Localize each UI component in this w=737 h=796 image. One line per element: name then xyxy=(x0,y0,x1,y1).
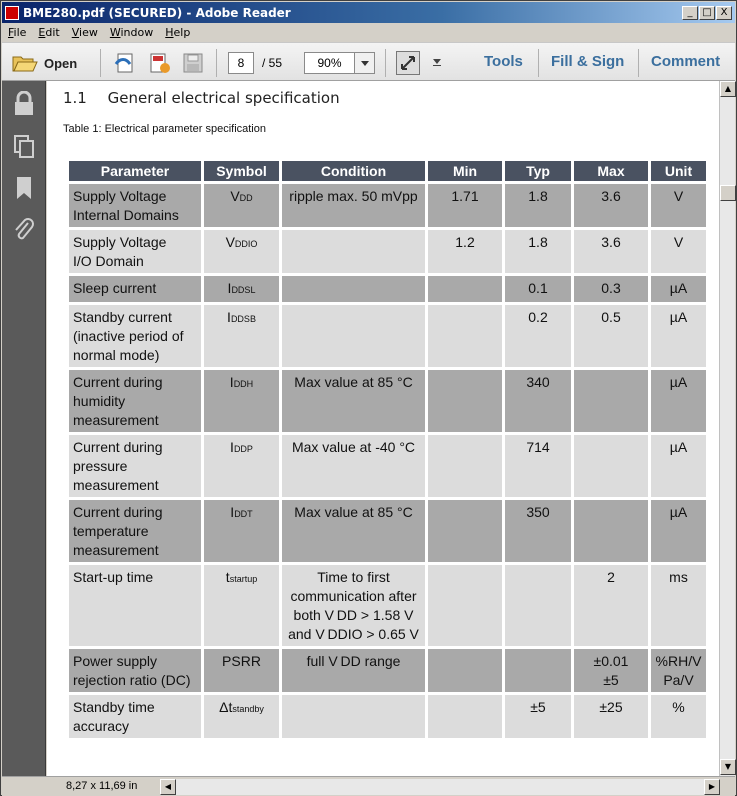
symbol-subscript: DD xyxy=(239,193,253,203)
cell-max xyxy=(574,565,648,646)
symbol-main: I xyxy=(230,439,234,455)
table-body xyxy=(69,184,706,738)
cell-min xyxy=(428,276,502,302)
max-line: ±25 xyxy=(599,699,623,715)
lock-icon[interactable] xyxy=(12,91,36,117)
cell-unit xyxy=(651,230,706,273)
cell-min: 1.71 xyxy=(428,184,502,227)
cell-sym xyxy=(204,565,279,646)
table-caption: Table 1: Electrical parameter specification xyxy=(63,123,266,135)
electrical-spec-table xyxy=(66,158,709,741)
table-row xyxy=(69,500,706,562)
menu-window[interactable]: Window xyxy=(109,26,154,39)
menu-help[interactable]: Help xyxy=(165,26,191,39)
param-line: accuracy xyxy=(73,718,130,734)
cond-line: and V DDIO > 0.65 V xyxy=(288,626,419,642)
cell-typ: 350 xyxy=(505,500,571,562)
param-line: Supply Voltage xyxy=(73,234,167,250)
cell-max xyxy=(574,305,648,367)
cell-param xyxy=(69,184,201,227)
param-line: Current during xyxy=(73,439,163,455)
zoom-value[interactable]: 90% xyxy=(304,52,354,74)
cell-max xyxy=(574,184,648,227)
cell-param xyxy=(69,435,201,497)
symbol-subscript: DDIO xyxy=(234,239,258,249)
table-row xyxy=(69,565,706,646)
max-line: 3.6 xyxy=(601,188,621,204)
cell-max xyxy=(574,435,648,497)
toolbar-divider xyxy=(216,49,217,77)
cell-param xyxy=(69,276,201,302)
max-line: ±5 xyxy=(603,672,619,688)
param-line: Supply Voltage xyxy=(73,188,167,204)
param-line: Start-up time xyxy=(73,569,154,585)
cell-typ: 1.8 xyxy=(505,230,571,273)
table-row xyxy=(69,649,706,692)
title-bar[interactable] xyxy=(2,2,735,23)
symbol-subscript: startup xyxy=(229,574,258,584)
cell-max xyxy=(574,370,648,432)
menu-view[interactable]: View xyxy=(71,26,98,39)
status-bar xyxy=(2,776,735,796)
table-row xyxy=(69,305,706,367)
cell-unit xyxy=(651,276,706,302)
max-line: 0.5 xyxy=(601,309,621,325)
paperclip-icon[interactable] xyxy=(12,217,36,243)
cond-line: Max value at 85 °C xyxy=(294,374,413,390)
cell-sym xyxy=(204,695,279,738)
navigation-pane xyxy=(2,81,46,776)
table-row xyxy=(69,435,706,497)
unit-line: %RH/V xyxy=(655,653,702,669)
cell-unit xyxy=(651,565,706,646)
unit-line: Pa/V xyxy=(663,672,694,688)
symbol-main: Δt xyxy=(219,699,233,715)
expand-arrows-icon xyxy=(396,51,420,75)
minimize-button[interactable]: _ xyxy=(682,6,698,20)
cell-sym xyxy=(204,649,279,692)
param-line: humidity xyxy=(73,393,126,409)
cell-typ: 1.8 xyxy=(505,184,571,227)
page-number-input[interactable]: 8 xyxy=(228,52,254,74)
cell-sym xyxy=(204,500,279,562)
param-line: Current during xyxy=(73,504,163,520)
cell-cond xyxy=(282,435,425,497)
table-row xyxy=(69,695,706,738)
cell-param xyxy=(69,649,201,692)
unit-line: V xyxy=(673,188,684,204)
symbol-main: PSRR xyxy=(222,653,261,669)
symbol-subscript: DDSL xyxy=(231,285,256,295)
cell-param xyxy=(69,500,201,562)
symbol-main: I xyxy=(230,504,235,520)
column-header: Max xyxy=(574,161,648,181)
folder-open-icon xyxy=(12,53,38,73)
cell-sym xyxy=(204,370,279,432)
floppy-disk-icon xyxy=(182,52,204,74)
cond-line: communication after xyxy=(290,588,417,604)
create-pdf-button[interactable] xyxy=(114,51,138,75)
comment-pane-button[interactable]: Comment xyxy=(651,53,721,70)
cond-line: Max value at -40 °C xyxy=(291,439,416,455)
cell-unit xyxy=(651,500,706,562)
column-header: Typ xyxy=(505,161,571,181)
vertical-scrollbar[interactable] xyxy=(719,81,735,776)
cell-max xyxy=(574,276,648,302)
symbol-subscript: DDP xyxy=(233,444,253,454)
param-line: (inactive period of xyxy=(73,328,184,344)
menu-file[interactable]: File xyxy=(8,26,27,39)
cell-min xyxy=(428,695,502,738)
cell-cond xyxy=(282,649,425,692)
cell-unit xyxy=(651,184,706,227)
toolbar xyxy=(2,42,735,81)
param-line: measurement xyxy=(73,542,159,558)
scroll-thumb[interactable] xyxy=(720,185,736,201)
column-header: Symbol xyxy=(204,161,279,181)
symbol-main: V xyxy=(230,188,240,204)
cell-param xyxy=(69,230,201,273)
param-line: measurement xyxy=(73,477,159,493)
scroll-left-button[interactable]: ◀ xyxy=(160,779,176,795)
max-line: 0.3 xyxy=(601,280,621,296)
cell-min xyxy=(428,500,502,562)
cond-line: Max value at 85 °C xyxy=(294,504,413,520)
cell-cond xyxy=(282,565,425,646)
open-button[interactable] xyxy=(12,51,77,75)
column-header: Condition xyxy=(282,161,425,181)
cell-max xyxy=(574,230,648,273)
cell-typ xyxy=(505,565,571,646)
maximize-button[interactable]: □ xyxy=(699,6,715,20)
unit-line: ms xyxy=(669,569,688,585)
cell-cond xyxy=(282,230,425,273)
unit-line: % xyxy=(672,699,685,715)
save-button[interactable] xyxy=(182,51,204,75)
menu-edit[interactable]: Edit xyxy=(38,26,60,39)
horizontal-scrollbar[interactable] xyxy=(160,779,720,795)
cell-param xyxy=(69,370,201,432)
cell-min xyxy=(428,649,502,692)
cell-param xyxy=(69,305,201,367)
param-line: Standby current xyxy=(73,309,172,325)
unit-line: µA xyxy=(669,374,688,390)
cell-cond xyxy=(282,276,425,302)
cell-cond xyxy=(282,695,425,738)
bookmark-icon[interactable] xyxy=(12,175,36,201)
cell-unit xyxy=(651,305,706,367)
param-line: normal mode) xyxy=(73,347,160,363)
param-line: Internal Domains xyxy=(73,207,179,223)
max-line: 2 xyxy=(607,569,615,585)
more-tools-dropdown[interactable] xyxy=(432,51,442,75)
cell-unit xyxy=(651,695,706,738)
column-header: Parameter xyxy=(69,161,201,181)
chevron-down-icon xyxy=(361,61,369,66)
cell-max xyxy=(574,500,648,562)
page-thumbnails-icon[interactable] xyxy=(12,133,36,159)
symbol-subscript: DDT xyxy=(234,509,253,519)
page-nav xyxy=(228,51,282,75)
cell-cond xyxy=(282,500,425,562)
symbol-main: I xyxy=(227,280,232,296)
param-line: I/O Domain xyxy=(73,253,144,269)
adobe-reader-icon xyxy=(5,6,19,20)
max-line: 3.6 xyxy=(601,234,621,250)
cell-sym xyxy=(204,435,279,497)
cell-typ: 714 xyxy=(505,435,571,497)
chevron-down-icon xyxy=(432,59,442,67)
cell-sym xyxy=(204,184,279,227)
export-pdf-button[interactable] xyxy=(148,51,172,75)
unit-line: V xyxy=(673,234,684,250)
cell-typ: 0.2 xyxy=(505,305,571,367)
cell-min xyxy=(428,565,502,646)
table-header-row xyxy=(69,161,706,181)
symbol-main: I xyxy=(227,309,231,325)
cell-min: 1.2 xyxy=(428,230,502,273)
zoom-select[interactable] xyxy=(304,51,375,75)
param-line: Standby time xyxy=(73,699,155,715)
open-label: Open xyxy=(44,55,78,71)
scroll-down-button[interactable]: ▼ xyxy=(720,759,736,775)
cond-line: ripple max. 50 mVpp xyxy=(289,188,418,204)
close-button[interactable]: X xyxy=(716,6,732,20)
cell-min xyxy=(428,435,502,497)
max-line: ±0.01 xyxy=(593,653,629,669)
cell-typ: 340 xyxy=(505,370,571,432)
toolbar-divider xyxy=(100,49,101,77)
toolbar-divider xyxy=(638,49,639,77)
scroll-up-button[interactable]: ▲ xyxy=(720,81,736,97)
cell-cond xyxy=(282,184,425,227)
unit-line: µA xyxy=(669,309,688,325)
cell-sym xyxy=(204,276,279,302)
pdf-page xyxy=(47,81,719,776)
cell-cond xyxy=(282,305,425,367)
param-line: temperature xyxy=(73,523,149,539)
cond-line: full V DD range xyxy=(306,653,401,669)
param-line: measurement xyxy=(73,412,159,428)
tools-pane-button[interactable]: Tools xyxy=(484,53,523,70)
param-line: Power supply xyxy=(73,653,158,669)
page-total: / 55 xyxy=(262,56,283,70)
param-line: pressure xyxy=(73,458,128,474)
zoom-dropdown-button[interactable] xyxy=(354,52,375,74)
export-pdf-icon xyxy=(148,52,172,74)
cell-max xyxy=(574,695,648,738)
table-row xyxy=(69,230,706,273)
table-row xyxy=(69,184,706,227)
menu-bar xyxy=(2,23,735,42)
cond-line: Time to first xyxy=(317,569,390,585)
cell-unit xyxy=(651,370,706,432)
toolbar-divider xyxy=(385,49,386,77)
toolbar-divider xyxy=(538,49,539,77)
table-row xyxy=(69,370,706,432)
cell-cond xyxy=(282,370,425,432)
fit-page-button[interactable] xyxy=(396,51,420,75)
unit-line: µA xyxy=(669,280,688,296)
param-line: Current during xyxy=(73,374,163,390)
cell-param xyxy=(69,695,201,738)
section-heading xyxy=(63,89,340,107)
section-number: 1.1 xyxy=(63,89,87,107)
cell-typ: 0.1 xyxy=(505,276,571,302)
cond-line: both V DD > 1.58 V xyxy=(293,607,414,623)
symbol-subscript: standby xyxy=(232,704,264,714)
param-line: rejection ratio (DC) xyxy=(73,672,191,688)
table-row xyxy=(69,276,706,302)
cell-unit xyxy=(651,435,706,497)
cell-min xyxy=(428,305,502,367)
cell-unit xyxy=(651,649,706,692)
section-title: General electrical specification xyxy=(107,89,340,107)
symbol-subscript: DDSB xyxy=(230,314,256,324)
document-view[interactable] xyxy=(47,81,719,776)
column-header: Unit xyxy=(651,161,706,181)
create-pdf-icon xyxy=(114,52,138,74)
cell-param xyxy=(69,565,201,646)
window-title: BME280.pdf (SECURED) - Adobe Reader xyxy=(23,5,291,20)
cell-typ: ±5 xyxy=(505,695,571,738)
unit-line: µA xyxy=(669,439,688,455)
cell-sym xyxy=(204,305,279,367)
symbol-main: t xyxy=(225,569,230,585)
cell-sym xyxy=(204,230,279,273)
unit-line: µA xyxy=(669,504,688,520)
cell-min xyxy=(428,370,502,432)
param-line: Sleep current xyxy=(73,280,157,296)
cell-max xyxy=(574,649,648,692)
symbol-subscript: DDH xyxy=(233,379,254,389)
cell-typ xyxy=(505,649,571,692)
column-header: Min xyxy=(428,161,502,181)
scroll-right-button[interactable]: ▶ xyxy=(704,779,720,795)
page-size-label: 8,27 x 11,69 in xyxy=(66,780,138,792)
symbol-main: I xyxy=(229,374,234,390)
symbol-main: V xyxy=(225,234,235,250)
fill-sign-pane-button[interactable]: Fill & Sign xyxy=(551,53,625,70)
